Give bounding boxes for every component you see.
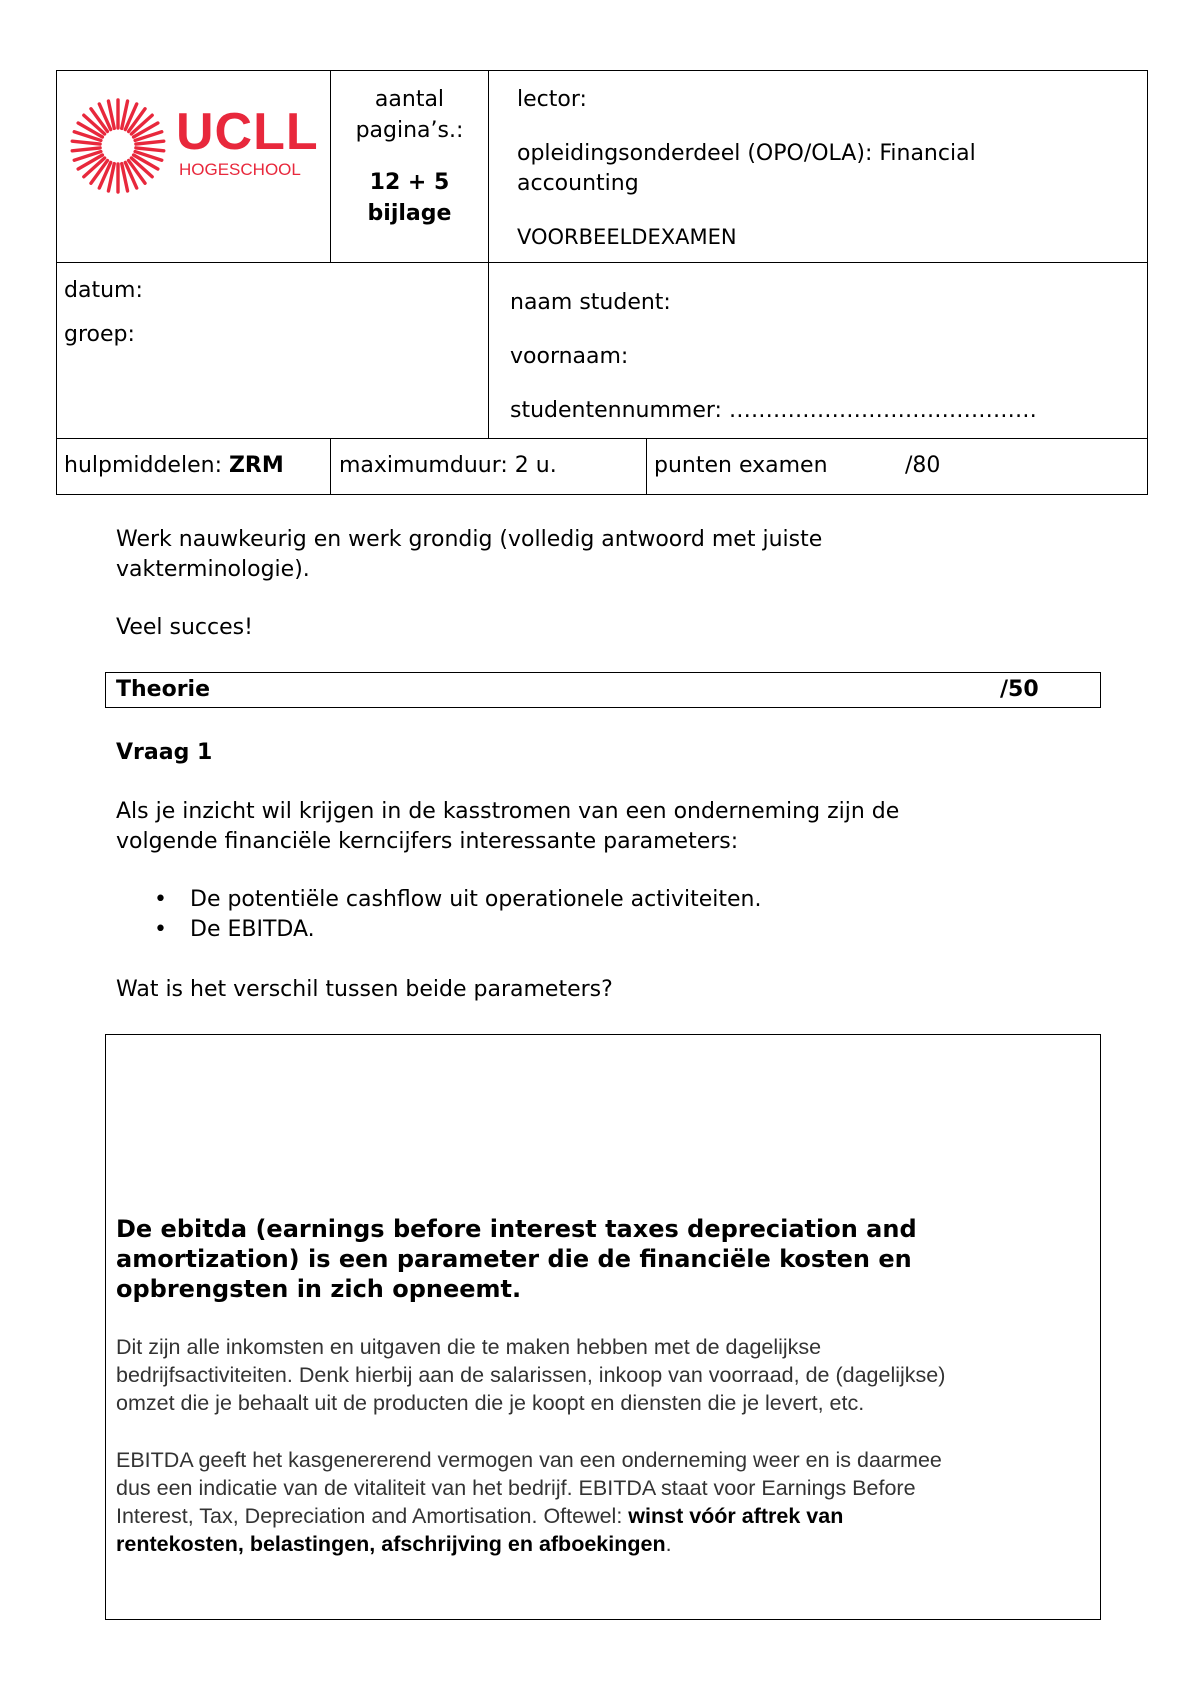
answer-heading-line-2: amortization) is een parameter die de financiële kosten en [116,1245,912,1273]
answer-para-1-line-3: omzet die je behaalt uit de producten die je koopt en diensten die je levert, etc. [116,1391,865,1415]
parameter-list [116,885,762,945]
section-title: Theorie [116,677,211,702]
header-vline-2 [488,70,489,438]
voornaam-label: voornaam: [510,344,629,369]
question-line-2: volgende financiële kerncijfers interessante parameters: [116,829,739,854]
pages-label-2: pagina’s.: [355,118,464,143]
answer-para-2-line-1: EBITDA geeft het kasgenererend vermogen van een onderneming weer en is daarmee [116,1448,942,1472]
answer-para-2-line-3 [116,1502,843,1530]
hulpmiddelen-cell [64,451,284,481]
answer-heading-line-1: De ebitda (earnings before interest taxes depreciation and [116,1215,917,1243]
ucll-logo [68,96,328,196]
hulpmiddelen-value: ZRM [228,453,284,478]
header-vline-3 [330,438,331,495]
datum-label: datum: [64,278,143,303]
question-ask: Wat is het verschil tussen beide parameters? [116,977,613,1002]
answer-text: Interest, Tax, Depreciation and Amortisation. Oftewel: [116,1504,629,1528]
list-item: • De EBITDA. [116,915,762,945]
maximumduur-label: maximumduur: 2 u. [339,453,557,478]
hulpmiddelen-label: hulpmiddelen: [64,453,229,478]
answer-para-1-line-2: bedrijfsactiviteiten. Denk hierbij aan de salarissen, inkoop van voorraad, de (dagelijkse) [116,1363,946,1387]
exam-type: VOORBEELDEXAMEN [517,225,737,249]
success-text: Veel succes! [116,615,253,640]
answer-emphasis: winst vóór aftrek van [628,1504,844,1528]
section-header-box [105,672,1101,708]
lector-label: lector: [517,87,587,112]
groep-label: groep: [64,322,135,347]
header-divider-2 [56,438,1148,439]
intro-line-2: vakterminologie). [116,557,310,582]
logo-subtitle: HOGESCHOOL [179,160,301,179]
pages-value-1: 12 + 5 [369,170,450,195]
studentnummer-label: studentennummer: …………………………………… [510,398,1037,423]
answer-para-2-line-4 [116,1530,672,1558]
pages-label-1: aantal [374,87,445,112]
pages-value-2: bijlage [367,201,452,226]
punten-examen-label: punten examen [654,453,828,478]
answer-para-1-line-1: Dit zijn alle inkomsten en uitgaven die te maken hebben met de dagelijkse [116,1335,822,1359]
question-title: Vraag 1 [116,740,213,765]
answer-heading-line-3: opbrengsten in zich opneemt. [116,1275,522,1303]
sunburst-icon [68,96,168,196]
answer-emphasis: rentekosten, belastingen, afschrijving en afboekingen [116,1532,666,1556]
logo-wordmark: UCLL [176,103,319,161]
header-vline-4 [646,438,647,495]
naam-student-label: naam student: [510,290,671,315]
punten-examen-value: /80 [905,453,941,478]
answer-text: . [665,1532,672,1556]
list-item: • De potentiële cashflow uit operationele activiteiten. [116,885,762,915]
opo-line-2: accounting [517,171,639,196]
answer-para-2-line-2: dus een indicatie van de vitaliteit van het bedrijf. EBITDA staat voor Earnings Before [116,1476,916,1500]
question-line-1: Als je inzicht wil krijgen in de kasstromen van een onderneming zijn de [116,799,900,824]
opo-line-1: opleidingsonderdeel (OPO/OLA): Financial [517,141,976,166]
header-divider-1 [56,262,1148,263]
intro-line-1: Werk nauwkeurig en werk grondig (volledig antwoord met juiste [116,527,823,552]
section-score: /50 [1000,677,1039,702]
